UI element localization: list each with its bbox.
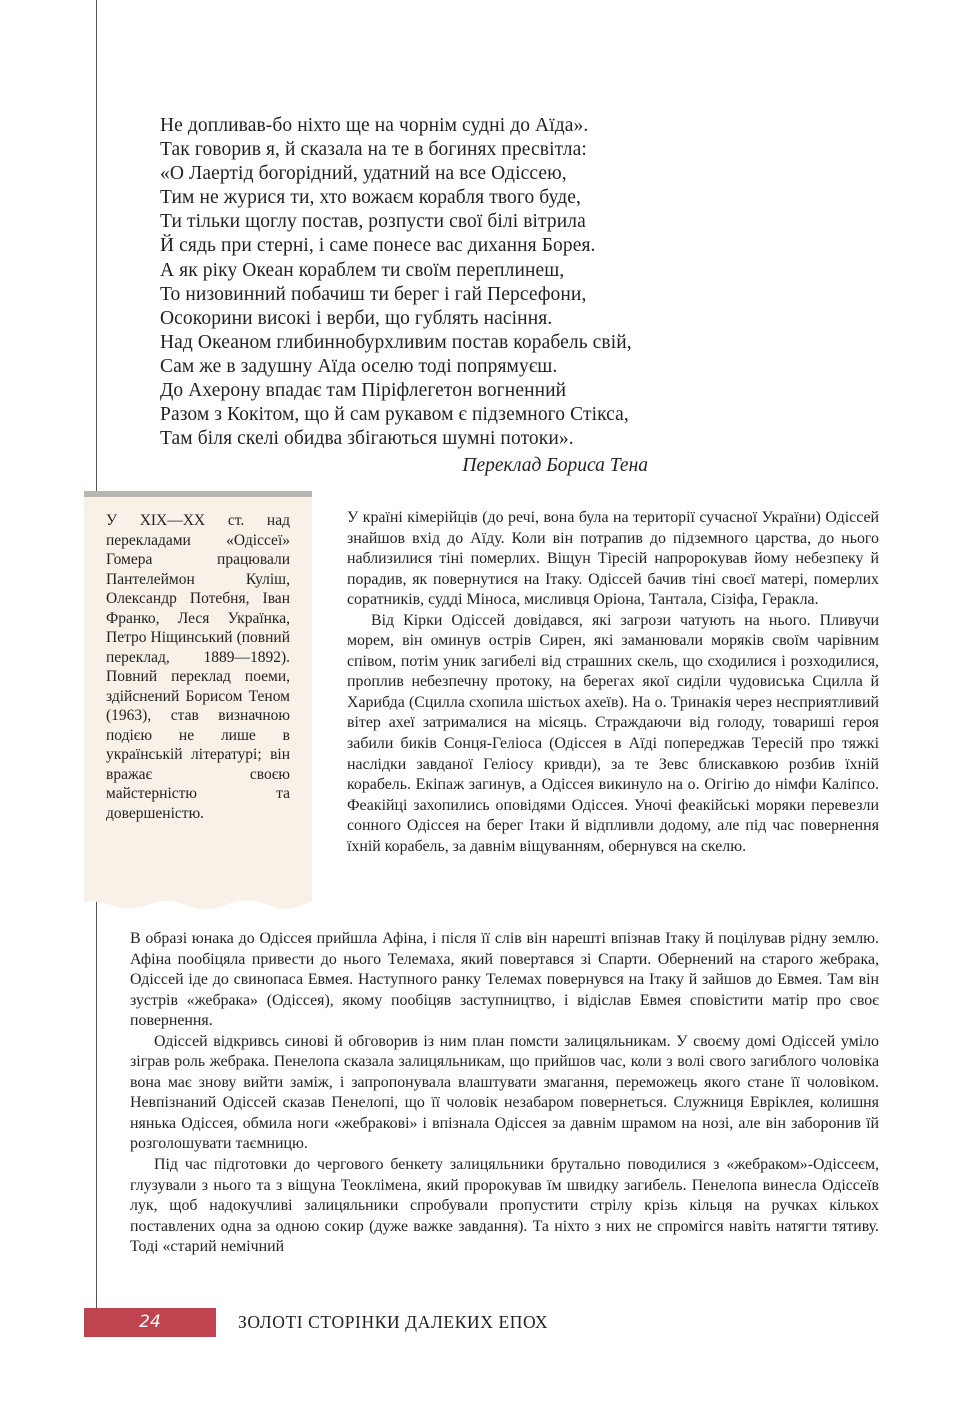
poem-line: Ти тільки щоглу постав, розпусти свої білі вітрила [160, 211, 586, 233]
poem-line: Разом з Кокітом, що й сам рукавом є підземного Стікса, [160, 404, 629, 426]
poem-excerpt [160, 114, 720, 451]
paragraph: Одіссей відкривсь синові й обговорив із ним план помсти залицяльникам. У своєму домі Одіссей уміло зіграв роль жебрака. Пенелопа сказала залицяльникам, що прийшов час, коли з волі свого загиблого чоловіка вона має знову вийти заміж, і запропонувала влаштувати змагання, переможець якого стане її чоловіком. Невпізнаний Одіссей сказав Пенелопі, що її чоловік незабаром повернеться. Служниця Евріклея, колишня нянька Одіссея, обмила ноги «жебракові» і впізнала Одіссея за давнім шрамом на нозі, але він заборонив їй розголошувати таємницю. [130, 1032, 879, 1153]
poem-line: Над Океаном глибиннобурхливим постав корабель свій, [160, 331, 632, 353]
poem-line: Осокорини високі і верби, що гублять насіння. [160, 307, 553, 329]
sidebar-text: У ХІХ—ХХ ст. над перекладами «Одіссеї» Гомера працювали Пантелеймон Куліш, Олександр Потебня, Іван Франко, Леся Українка, Петро Ніщинський (повний переклад, 1889—1892). Повний переклад поеми, здійснений Борисом Теном (1963), став визначною подією не лише в українській літературі; він вражає своєю майстерністю та довершеністю. [106, 512, 290, 822]
poem-line: Не допливав-бо ніхто ще на чорнім судні до Аїда». [160, 115, 589, 136]
poem-line: До Ахерону впадає там Піріфлегетон вогненний [160, 380, 567, 402]
sidebar-note [84, 491, 312, 923]
main-text-full-width [130, 929, 879, 1258]
running-footer-title: ЗОЛОТІ СТОРІНКИ ДАЛЕКИХ ЕПОХ [238, 1312, 549, 1332]
poem-line: Так говорив я, й сказала на те в богинях пресвітла: [160, 139, 587, 161]
paragraph: У країні кімерійців (до речі, вона була на території сучасної України) Одіссей знайшов вхід до Аїду. Коли він потрапив до підземного царства, до нього наблизилися тіні померлих. Віщун Тіресій напророкував йому небезпеку й порадив, як повернутися на Ітаку. Одіссей бачив тіні своєї матері, померлих соратників, судді Міноса, мисливця Оріона, Тантала, Сізіфа, Геракла. [347, 509, 879, 609]
main-text-column [347, 508, 879, 857]
page-number-badge [84, 1308, 216, 1337]
poem-line: Й сядь при стерні, і саме понесе вас дихання Борея. [160, 235, 596, 257]
paragraph-continued: В образі юнака до Одіссея прийшла Афіна, і після її слів він нарешті впізнав Ітаку й поцілував рідну землю. Афіна пообіцяла привести до нього Телемаха, який повертався зі Спарти. Обернений на старого жебрака, Одіссей іде до свинопаса Евмея. Наступного ранку Телемах повернувся на Ітаку й зайшов до Евмея. Там він зустрів «жебрака» (Одіссея), якому пообіцяв заступництво, і відіслав Евмея сповістити матір про своє повернення. [130, 930, 879, 1030]
poem-line: А як ріку Океан кораблем ти своїм переплинеш, [160, 259, 565, 281]
poem-line: Тим не журися ти, хто вожаєм корабля твого буде, [160, 187, 581, 209]
poem-line: «О Лаертід богорідний, удатний на все Одіссею, [160, 163, 567, 185]
paragraph: Від Кірки Одіссей довідався, які загрози чатують на нього. Пливучи морем, він оминув острів Сирен, які заманювали моряків своїм чарівним співом, потім уник загибелі від страшних скель, що сходилися і розходилися, проплив небезпечну протоку, на берегах якої сиділи чудовиська Сцилла й Харибда (Сцилла схопила шістьох ахеїв). На о. Тринакія через несприятливий вітер ахеї затрималися на місяць. Страждаючи від голоду, товариші героя забили биків Сонця-Геліоса (Одіссея в Аїді попереджав Тересій про тяжкі наслідки завданої Геліосу кривди), за те Зевс блискавкою розбив їхній корабель. Екіпаж загинув, а Одіссея викинуло на о. Огігію до німфи Каліпсо. Феакійці захопились оповідями Одіссея. Уночі феакійські моряки перевезли сонного Одіссея на берег Ітаки й відпливли додому, але під час повернення їхній корабель, за давнім віщуванням, обернувся на скелю. [347, 611, 879, 855]
poem-line: То низовинний побачиш ти берег і гай Персефони, [160, 283, 587, 305]
poem-line: Сам же в задушну Аїда оселю тоді попрямуєш. [160, 355, 558, 377]
page-number: 24 [139, 1312, 161, 1332]
translation-credit: Переклад Бориса Тена [462, 455, 648, 476]
paragraph: Під час підготовки до чергового бенкету залицяльники брутально поводилися з «жебраком»-Одіссеєм, глузували з нього та з віщуна Теоклімена, який пророкував їм швидку загибель. Пенелопа винесла Одіссеїв лук, щоб надокучливі залицяльники спробували пропустити стрілу крізь кільця на ручках кількох поставлених одна за одною сокир (дуже важке завдання). Та ніхто з них не спромігся навіть натягти тятиву. Тоді «старий немічний [130, 1156, 879, 1256]
poem-line: Там біля скелі обидва збігаються шумні потоки». [160, 428, 574, 450]
